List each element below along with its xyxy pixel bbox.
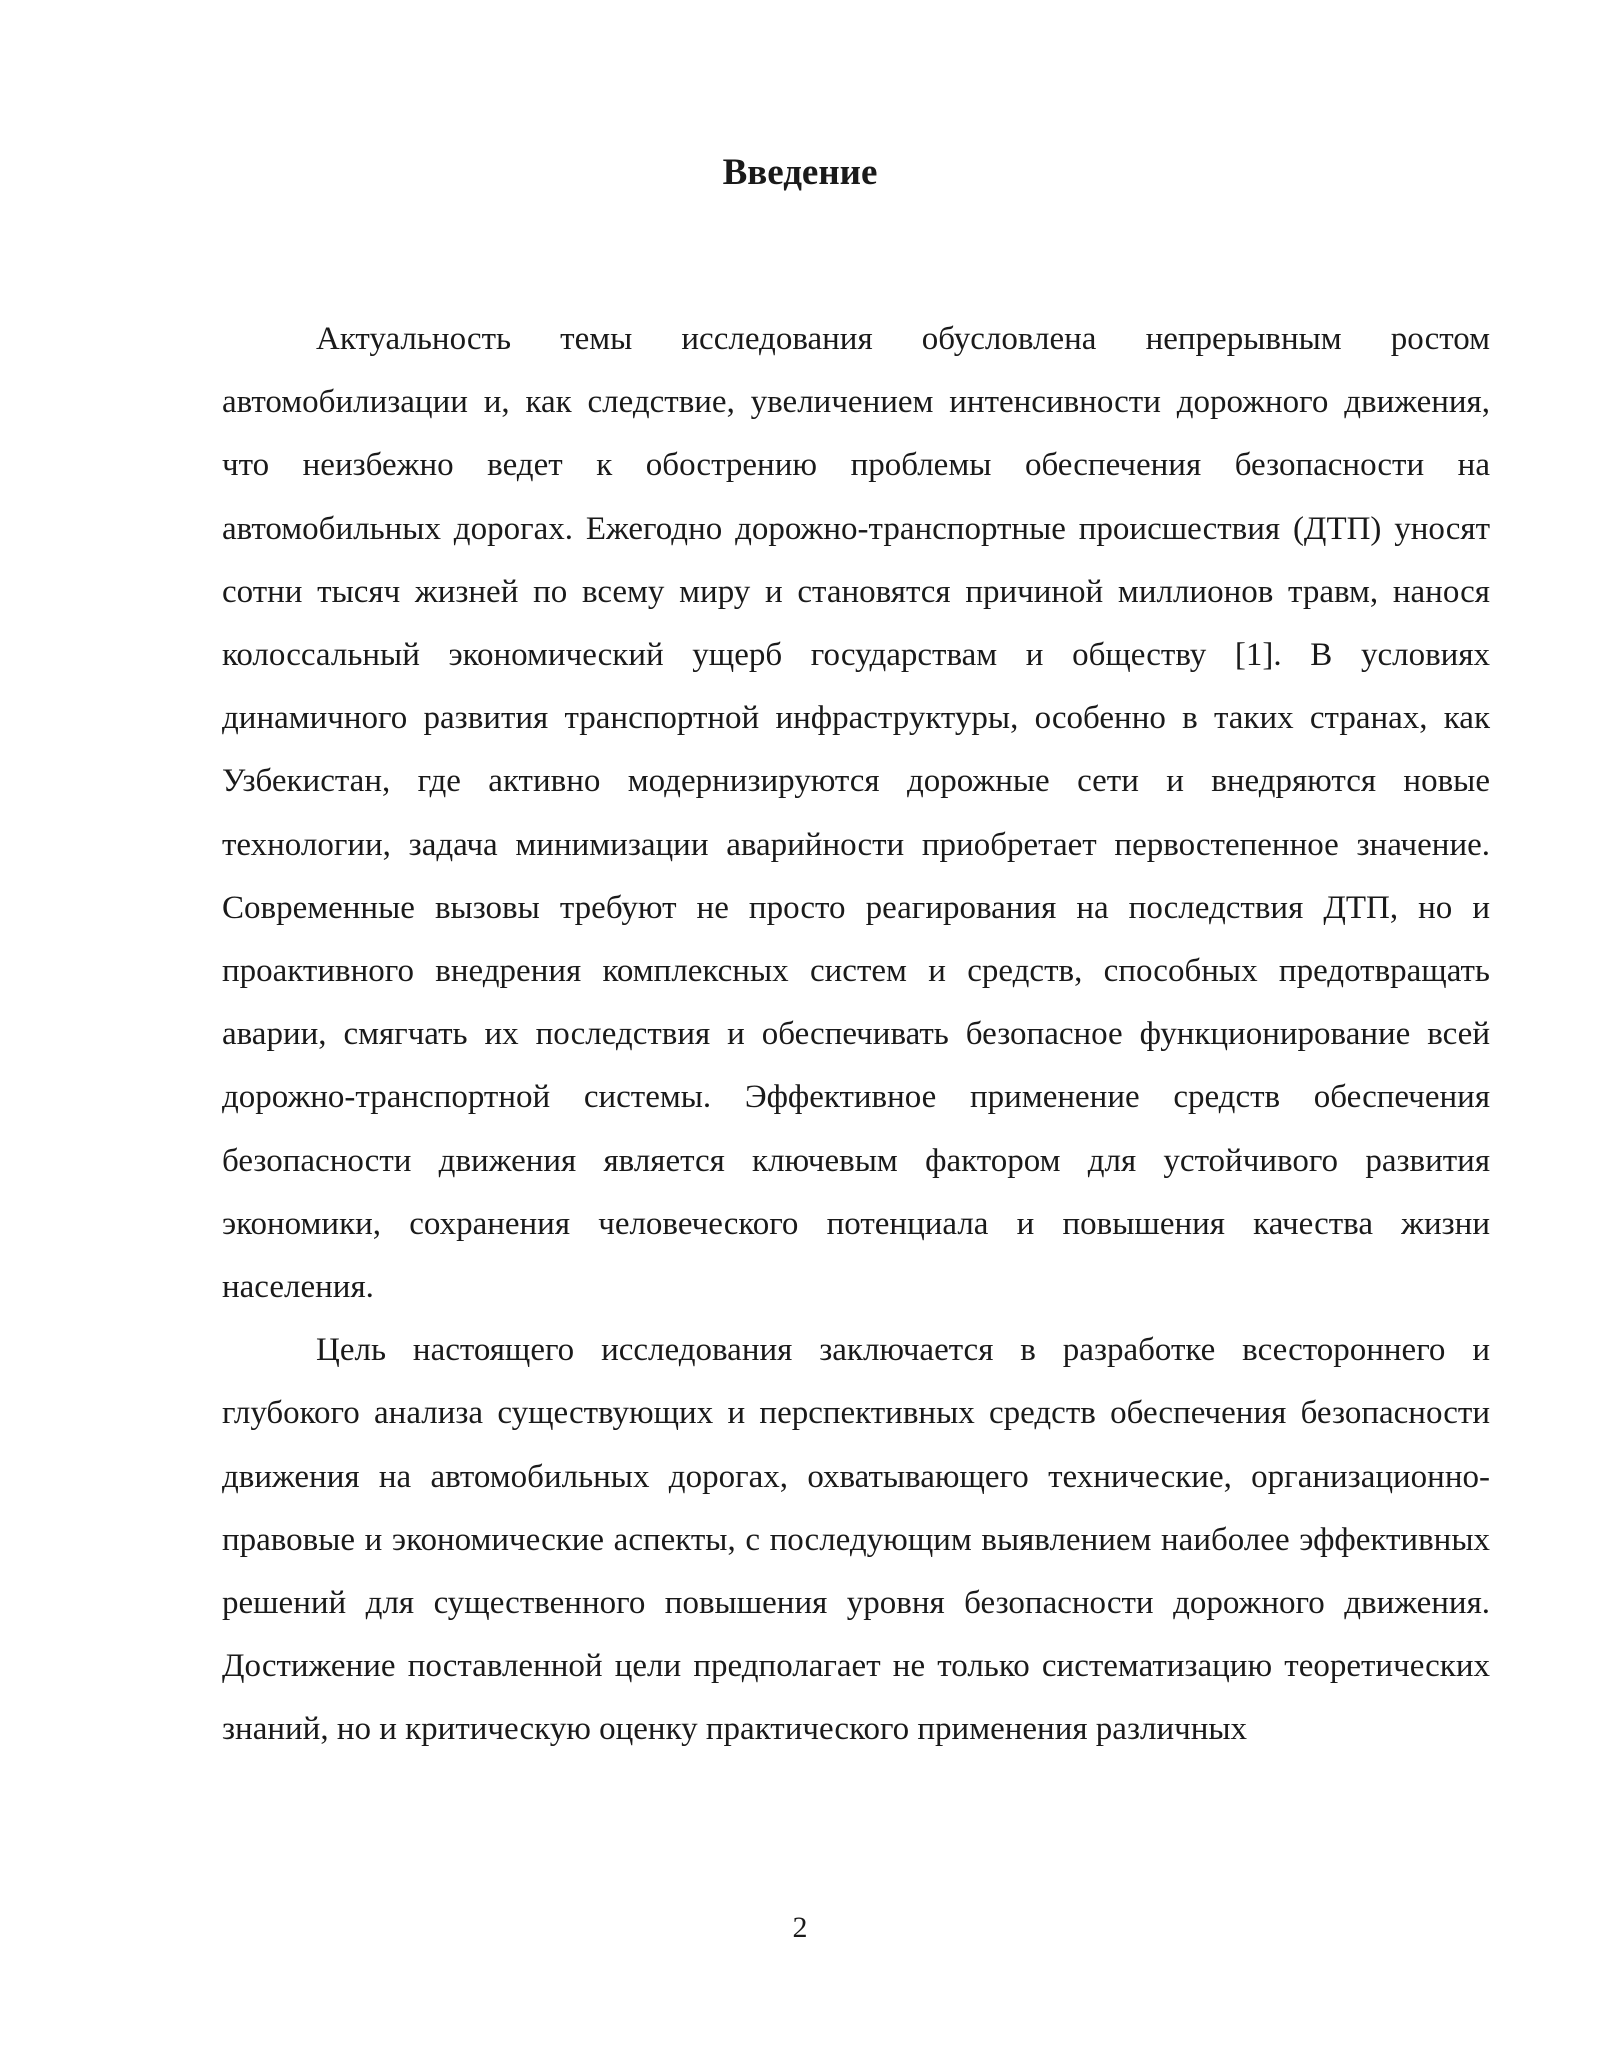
body-text	[222, 308, 1490, 1762]
paragraph-relevance: Актуальность темы исследования обусловлена непрерывным ростом автомобилизации и, как следствие, увеличением интенсивности дорожного движения, что неизбежно ведет к обострению проблемы обеспечения безопасности на автомобильных дорогах. Ежегодно дорожно-транспортные происшествия (ДТП) уносят сотни тысяч жизней по всему миру и становятся причиной миллионов травм, нанося колоссальный экономический ущерб государствам и обществу [1]. В условиях динамичного развития транспортной инфраструктуры, особенно в таких странах, как Узбекистан, где активно модернизируются дорожные сети и внедряются новые технологии, задача минимизации аварийности приобретает первостепенное значение. Современные вызовы требуют не просто реагирования на последствия ДТП, но и проактивного внедрения комплексных систем и средств, способных предотвращать аварии, смягчать их последствия и обеспечивать безопасное функционирование всей дорожно-транспортной системы. Эффективное применение средств обеспечения безопасности движения является ключевым фактором для устойчивого развития экономики, сохранения человеческого потенциала и повышения качества жизни населения.	[222, 321, 1490, 1306]
page-title: Введение	[722, 152, 878, 193]
paragraph-goal: Цель настоящего исследования заключается в разработке всестороннего и глубокого анализа существующих и перспективных средств обеспечения безопасности движения на автомобильных дорогах, охватывающего технические, организационно-правовые и экономические аспекты, с последующим выявлением наиболее эффективных решений для существенного повышения уровня безопасности дорожного движения. Достижение поставленной цели предполагает не только систематизацию теоретических знаний, но и критическую оценку практического применения различных	[222, 1332, 1490, 1748]
page-number: 2	[792, 1911, 808, 1944]
